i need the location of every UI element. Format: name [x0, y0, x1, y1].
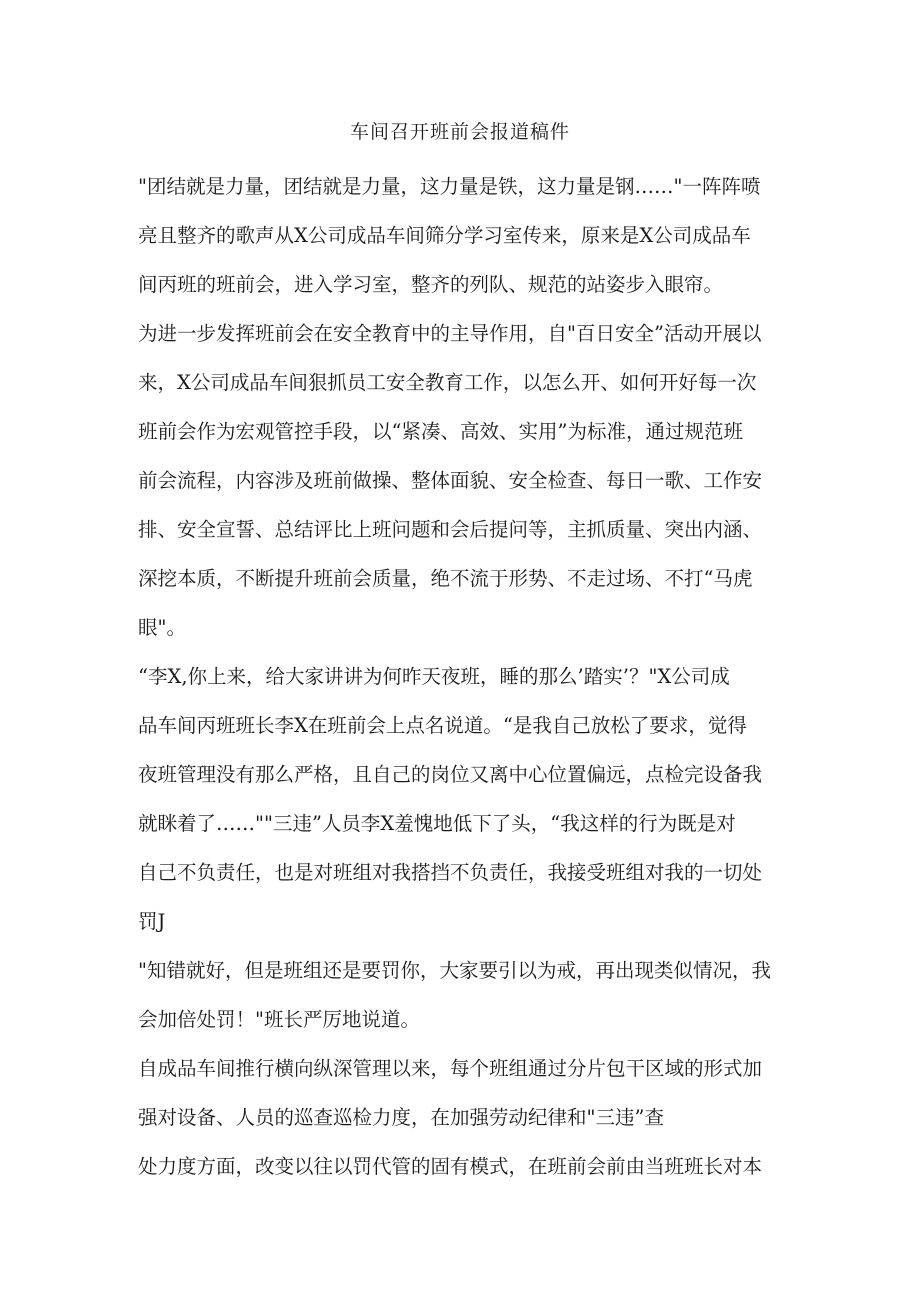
document-body [138, 162, 788, 1191]
document-title: 车间召开班前会报道稿件 [349, 121, 570, 143]
paragraph-5 [138, 1044, 788, 1142]
paragraph-2 [138, 309, 788, 652]
text-line: 班前会作为宏观管控手段，以“紧凑、高效、实用”为标准，通过规范班 [138, 420, 743, 443]
text-line: 前会流程，内容涉及班前做操、整体面貌、安全检查、每日一歌、工作安 [138, 469, 763, 492]
text-line: 品车间丙班班长李X在班前会上点名说道。“是我自己放松了要求，觉得 [138, 714, 747, 737]
text-line: 自己不负责任，也是对班组对我搭挡不负责任，我接受班组对我的一切处 [138, 861, 763, 884]
text-line: 强对设备、人员的巡查巡检力度，在加强劳动纪律和"三违”查 [138, 1106, 664, 1129]
text-line: “李X,你上来，给大家讲讲为何昨天夜班，睡的那么’踏实’？"X公司成 [138, 665, 730, 688]
paragraph-1 [138, 162, 788, 309]
text-line: "团结就是力量，团结就是力量，这力量是铁，这力量是钢……"一阵阵喷 [138, 175, 761, 198]
paragraph-4 [138, 946, 788, 1044]
text-line: 排、安全宣誓、总结评比上班问题和会后提问等，主抓质量、突出内涵、 [138, 518, 763, 541]
paragraph-3 [138, 652, 788, 946]
text-line: 来，X公司成品车间狠抓员工安全教育工作，以怎么开、如何开好每一次 [138, 371, 757, 394]
text-line: 处力度方面，改变以往以罚代管的固有模式，在班前会前由当班班长对本 [138, 1155, 763, 1178]
text-line: 就眯着了……""三违”人员李X羞愧地低下了头，“我这样的行为既是对 [138, 812, 736, 835]
text-line: 夜班管理没有那么严格，且自己的岗位又离中心位置偏远，点检完设备我 [138, 763, 763, 786]
text-line: 深挖本质，不断提升班前会质量，绝不流于形势、不走过场、不打“马虎 [138, 567, 753, 590]
text-line: 会加倍处罚！"班长严厉地说道。 [138, 1008, 420, 1031]
text-line: 自成品车间推行横向纵深管理以来，每个班组通过分片包干区域的形式加 [138, 1057, 763, 1080]
text-line: 罚J [138, 910, 166, 933]
text-line: "知错就好，但是班组还是要罚你，大家要引以为戒，再出现类似情况，我 [138, 959, 771, 982]
text-line: 亮且整齐的歌声从X公司成品车间筛分学习室传来，原来是X公司成品车 [138, 224, 751, 247]
paragraph-6 [138, 1142, 788, 1191]
text-line: 眼"。 [138, 616, 186, 639]
text-line: 为进一步发挥班前会在安全教育中的主导作用，自"百日安全”活动开展以 [138, 322, 762, 345]
text-line: 间丙班的班前会，进入学习室，整齐的列队、规范的站姿步入眼帘。 [138, 273, 724, 296]
